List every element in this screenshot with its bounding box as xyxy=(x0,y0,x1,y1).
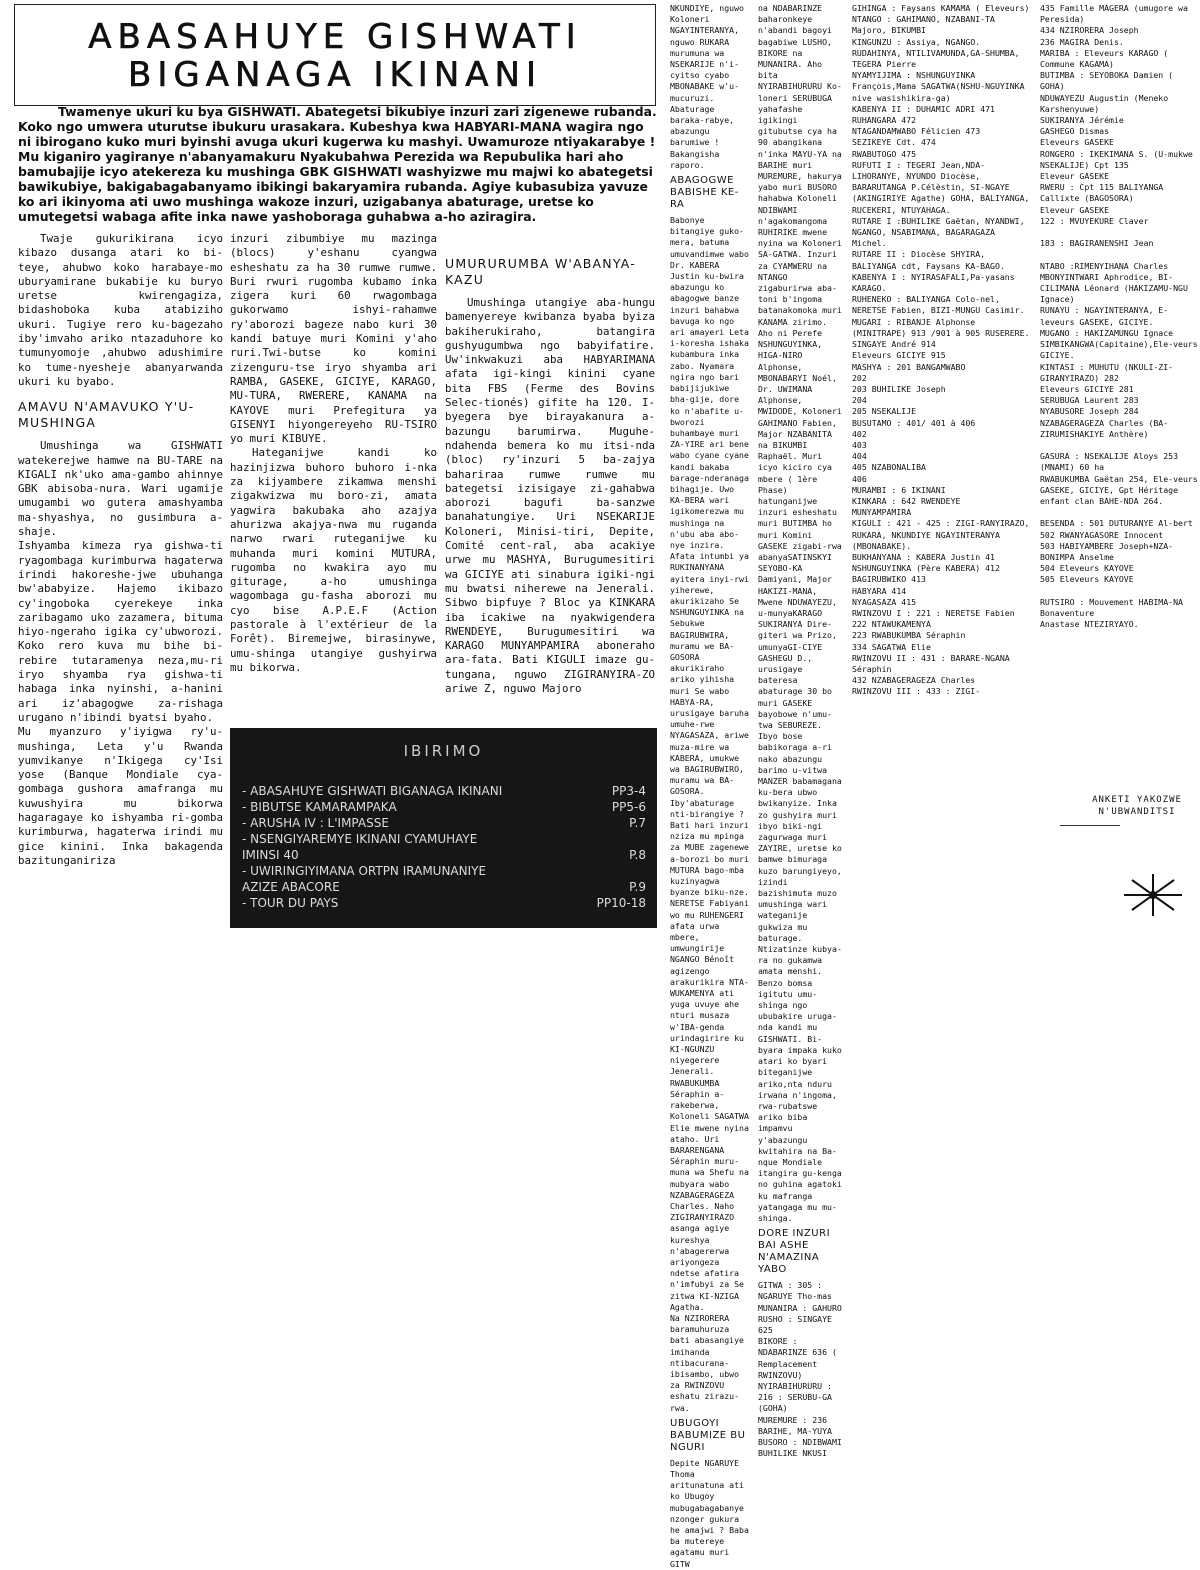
list-entry: Eleveurs GASEKE xyxy=(1040,137,1114,148)
list-entry: MASHYA : 201 BANGAMWABO xyxy=(852,361,966,372)
list-entry: 204 xyxy=(852,395,867,406)
list-entry: 222 NTAWUKAMENYA xyxy=(852,619,931,630)
paragraph: Ibyo bose babikoraga a-ri nako abazungu barimo u-vitwa MANZER babamagana ku-bera ubwo bwikanyize. Inka zo gushyira muri ibyo biki-ngi zagurwaga muri ZAYIRE, uretse ko bamwe bimuraga kuzo barungiyeyo, izindi bazishimuta muzo umushinga wari wateganije gukwiza mu baturage. Ntizatinze kubya-ra no gukamwa amata menshi. Benzo bomsa igitutu umu-shinga ngo ububakire uruga-nda kandi mu GISHWATI. Bi-byara impaka kuko atari ko byari biteganijwe ariko,nta nduru irwana n'ingoma, rwa-rubatswe ariko biba impamvu y'abazungu kwitahira na Ba-nque Mondiale itangira gu-kenga no guhina agatoki ku mafranga yatangaga mu mu-shinga. xyxy=(758,731,842,1223)
list-entry xyxy=(1040,507,1198,518)
list-entry: GIHINGA : Faysans KAMAMA ( Eleveurs) xyxy=(852,3,1030,13)
list-entry: RUHENEKO : BALIYANGA Colo-nel, NERETSE Fabien, BIZI-MUNGU Casimir. xyxy=(852,294,1025,316)
list-entry: KINKARA : 642 RWENDEYE xyxy=(852,495,961,506)
byline: ANKETI YAKOZWE N'UBWANDITSI xyxy=(1092,795,1182,817)
list-entry: RUTSIRO : Mouvement HABIMA-NA Bonaventure xyxy=(1040,596,1183,618)
list-entry: 435 Famille MAGERA (umugore wa Peresida) xyxy=(1040,3,1188,25)
list-entry: 502 RWANYAGASORE Innocent xyxy=(1040,529,1164,540)
list-entry: 122 : MVUYEKURE Claver xyxy=(1040,215,1149,226)
list-entry: MUGARI : RIBANJE Alphonse (MINITRAPE) 913 /901 à 905 RUSERERE. xyxy=(852,316,1030,338)
headline-line-1: ABASAHUYE GISHWATI xyxy=(88,17,582,57)
column-6-pasture-list xyxy=(852,3,1032,698)
list-entry: 504 Eleveurs KAYOVE xyxy=(1040,563,1134,574)
section-heading: ABAGOGWE BABISHE KE-RA xyxy=(670,175,739,211)
list-entry: BUKHANYANA : KABERA Justin 41 xyxy=(852,551,995,562)
list-entry: RUFUTI I : TEGERI Jean,NDA-LIHORANYE, NYUNDO Diocèse, BARARUTANGA P.Célèstin, SI-NGAYE (AKINGIRIYE Agathe) GOHA, BALIYANGA, RUCEKERI, NTUYAHAGA. xyxy=(852,159,1030,215)
list-entry: SERUBUGA Laurent 283 xyxy=(1040,395,1139,406)
list-entry: MUNYAMPAMIRA xyxy=(852,507,912,518)
list-entry: 223 RWABUKUMBA Séraphin xyxy=(852,630,966,641)
contents-item-label: - UWIRINGIYIMANA ORTPN IRAMUNANIYE xyxy=(242,864,487,878)
paragraph: Ishyamba kimeza rya gishwa-ti ryagombaga kurimburwa hagaterwa irindi hakoreshe-jwe ubuhanga bw'ababyize. Hajemo ikibazo cy'ingoboka cyerekeye inka zaribagamo uko zazamera, bituma hiyo-ngeraho igika cy'ubworozi. Koko rero kuva mu bihe bi-rebire tutaramenya neza,mu-ri iryo shyamba rya gishwa-ti habaga inka nyinshi, a-hanini ari iz'abagogwe za-rishaga urugano n'ibindi byatsi byaho. xyxy=(18,539,223,724)
list-entry: 404 xyxy=(852,451,867,462)
contents-item-pages: PP5-6 xyxy=(611,800,646,814)
list-entry: NZABAGERAGEZA Charles (BA-ZIRUMISHAKIYE Anthère) xyxy=(1040,417,1169,439)
paragraph: Hateganijwe kandi ko hazinjizwa buhoro buhoro i-nka za kijyambere zikamwa menshi zigakwizwa mu boro-zi, amata yagwira bakubaka aho azajya ahurizwa akajya-nwa mu ruganda narwo rwari ruteganijwe ku muhanda muri komini MUTURA, rugomba no kwakira ayo mu giturage, a-ho umushinga wagombaga gu-fasha aborozi mu cyo bise A.P.E.F (Action pastorale à l'extérieur de la Forêt). Biremejwe, birasinywe, umu-shinga utangiye gushyirwa mu bikorwa. xyxy=(230,446,437,674)
list-entry: SEZIKEYE Cdt. 474 xyxy=(852,137,936,148)
lead-paragraph: Twamenye ukuri ku bya GISHWATI. Abategetsi bikubiye inzuri zari zigenewe rubanda. Koko ngo umwera uturutse ibukuru urasakara. Kubeshya kwa HABYARI-MANA wagira ngo ni ibirogano kuko muri byinshi avuga ukuri kugerwa ku mashyi. Uwamuroze ntiyakarabye ! xyxy=(18,104,657,149)
list-entry: KIGULI : 421 - 425 : ZIGI-RANYIRAZO, RUKARA, NKUNDIYE NGAYINTERANYA (MBONABAKE). xyxy=(852,518,1030,551)
section-heading: DORE INZURI BAI ASHE N'AMAZINA YABO xyxy=(758,1228,831,1276)
list-entry: KABENYA I : NYIRASAFALI,Pa-yasans KARAGO. xyxy=(852,271,1015,294)
list-entry: 432 NZABAGERAGEZA Charles xyxy=(852,675,976,686)
list-entry: RWINZOVU II : 431 : BARARE-NGANA Séraphin xyxy=(852,652,1010,674)
list-entry: BUSORO : NDIBWAMI BUHILIKE NKUSI xyxy=(758,1436,842,1459)
list-entry: Eleveurs GICIYE 915 xyxy=(852,350,946,361)
paragraph: Babonye bitangiye guko-mera, batuma umuvandimwe wabo Dr. KABERA Justin ku-bwira abazungu ko abagogwe banze inzuri bahabwa bavuga ko ngo ari amayeri Leta i-koresha ishaka kubambura inka zabo. Nyamara ngira ngo bari babijijukiwe bha-gije, dore ko n'abafite u-bworozi buhambaye muri ZA-YIRE ari bene wabo cyane cyane kandi bakaba barage-nderanaga bihagije. Uwo KA-BERA wari igikomerezwa mu mushinga na n'ubu aba abo-nye inzira. Afata intumbi ya RUKINANYANA ayitera inyi-rwi yiherewe, akurikizaho Se NSHUNGUYINKA na Sebukwe BAGIRUBWIRA, muramu we BA-GOSORA akurikiraho ariko yihisha muri Se wabo HABYA-RA, urusigaye baruha umuhe-rwe NYAGASAZA, ariwe muza-mire wa KABERA, umukwe wa BAGIRUBWIRO, muramu wa BA-GOSORA. Iby'abaturage nti-birangiye ? xyxy=(670,215,749,819)
list-entry: RWABUTOGO 475 xyxy=(852,148,917,159)
list-entry: BESENDA : 501 DUTURANYE Al-bert xyxy=(1040,518,1193,529)
list-entry: NDUWAYEZU Augustin (Meneko Karshenyuwe) xyxy=(1040,92,1169,114)
list-entry: SUKIRANYA Jérémie xyxy=(1040,115,1124,126)
list-entry: KINTASI : MUHUTU (NKULI-ZI-GIRANYIRAZO) 282 xyxy=(1040,361,1174,383)
list-entry: RONGERO : IKEKIMANA S. (U-mukwe NSEKALIJE) Cpt 135 xyxy=(1040,148,1193,170)
contents-item-label: - ABASAHUYE GISHWATI BIGANAGA IKINANI xyxy=(242,784,503,798)
list-entry: GITWA : 305 : NGARUYE Tho-mas xyxy=(758,1280,832,1302)
pasture-list xyxy=(758,1280,846,1459)
list-entry: RWINZOVU I : 221 : NERETSE Fabien xyxy=(852,607,1015,618)
list-entry: 236 MAGIRA Denis. xyxy=(1040,36,1124,47)
list-entry: MURAMBI : 6 IKINANI xyxy=(852,484,946,495)
list-entry: MUREMURE : 236 BARIHE, MA-YUYA xyxy=(758,1414,832,1436)
list-entry: RUNAYU : NGAYINTERANYA, E-leveurs GASEKE, GICIYE. xyxy=(1040,305,1169,327)
paragraph: Umushinga wa GISHWATI watekerejwe hamwe na BU-TARE na KIGALI nk'uko ama-gambo ahinnye GBK abisoba-nura. Wari ugamije umugambi wo gutera amashyamba ma-shyashya, no gusimbura a-shaje. xyxy=(18,439,223,539)
list-entry: MUNANIRA : GAHURO xyxy=(758,1302,842,1313)
list-entry: KABENYA II : DUHAMIC ADRI 471 xyxy=(852,103,995,114)
list-entry: 183 : BAGIRANENSHI Jean xyxy=(1040,238,1154,249)
list-entry: 202 xyxy=(852,372,867,383)
list-entry: 203 BUHILIKE Joseph xyxy=(852,383,946,394)
contents-item-label: - NSENGIYAREMYE IKINANI CYAMUHAYE xyxy=(242,832,478,846)
list-entry: Eleveurs GICIYE 281 xyxy=(1040,383,1134,394)
list-entry: BAGIRUBWIKO 413 xyxy=(852,574,926,585)
paragraph: inzuri zibumbiye mu mazinga (blocs) y'eshanu cyangwa esheshatu za ha 30 rumwe rumwe. Buri rwuri rugomba kubamo inka zigera kuri 60 rwagombaga gukorwamo ishyi-rahamwe ry'aborozi bageze nabo kuri 30 kandi batuye muri Komini y'aho ruri.Twi-butse ko komini zizenguru-tse iryo shyamba ari RAMBA, GASEKE, GICIYE, KARAGO, MU-TURA, RWERERE, KANAMA na KAYOVE muri Prefegitura ya GISENYI hiyongereyeho RU-TSIRO yo muri KIBUYE. xyxy=(230,232,437,446)
list-entry xyxy=(1040,586,1198,597)
list-entry: RWABUKUMBA Gaëtan 254, Ele-veurs GASEKE, GICIYE, Gpt Héritage enfant clan BAHE-NDA 264. xyxy=(1040,473,1198,506)
paragraph: Depite NGARUYE Thoma aritunatuna ati ko Ubugoy mubugabagabanye nzonger gukura he amajwi ? Baba ba mutereye agatamu muri GITW xyxy=(670,1457,749,1569)
list-entry: BUTIMBA : SEYOBOKA Damien ( GOHA) xyxy=(1040,70,1174,92)
list-entry xyxy=(1040,249,1198,260)
column-2 xyxy=(230,232,437,675)
paragraph: Twaje gukurikirana icyo kibazo dusanga atari ko bi-teye, ahubwo koko harabaye-mo uburyamirane bukabije ku buryo uretse kwirengagiza, bidashoboka kuba atabiziho ukuri. Tugiye rero ku-bagezaho iby'imvaho ariko ntazaduhore ko tumunyomoje ,ahubwo adushimire ko tume-nyesheje abanyarwanda ukuri ku byabo. xyxy=(18,232,223,388)
divider xyxy=(1060,825,1120,826)
section-heading: UMURURUMBA W'ABANYA-KAZU xyxy=(445,256,636,287)
list-entry: Anastase NTEZIRYAYO. xyxy=(1040,619,1139,630)
list-entry: 503 HABIYAMBERE Joseph+NZA-BONIMPA Anselme xyxy=(1040,540,1174,562)
contents-item-pages: PP10-18 xyxy=(596,896,646,910)
contents-item-pages: P.8 xyxy=(629,848,646,862)
paragraph: na NDABARINZE baharonkeye n'abandi bagoyi bagabiwe LUSHO, BIKORE na MUNANIRA. Aho bita NYIRABIHURURU Ko-loneri SERUBUGA yahafashe igikingi gitubutse cya ha 90 abangikana n'inka MAYU-YA na BARIHE muri MUREMURE, hakurya yabo muri BUSORO hahabwa Koloneli NDIBWAMI n'agakomangoma RUHIRIKE mwene nyina wa Koloneri SA-GATWA. Inzuri za CYAMWERU na NTANGO zigaburirwa aba-toni b'ingoma batanakomoka muri KANAMA zirimo. Aho ni Perefe NSHUNGUYINKA, HIGA-NIRO Alphonse, MBONABARYI Noél, Dr. UWIMANA Alphonse, MWIDODE, Koloneri GAHIMANO Fabien, Major NZABANITA na BIKUMBI Raphaël. Muri icyo kiciro cya mbere ( 1ère Phase) hatunganijwe inzuri esheshatu muri BUTIMBA ho muri Komini GASEKE zigabi-rwa abanyaSATINSKYI SEYOBO-KA Damiyani, Major HAKIZI-MANA, Mwene NDUWAYEZU, u-munyaKARAGO SUKIRANYA Dire-giteri wa Prizo, umunyaGI-CIYE GASHEGU D., urusigaye bateresa abaturage 30 bo muri GASEKE bayobowe n'umu-twa SEBUREZE. xyxy=(758,3,842,730)
list-entry: 205 NSEKALIJE xyxy=(852,406,917,417)
column-5 xyxy=(758,3,846,1459)
list-entry: NTAGANDAMWABO Félicien 473 xyxy=(852,126,981,137)
list-entry: NTANGO : GAHIMANO, NZABANI-TA Majoro, BIKUMBI xyxy=(852,14,995,36)
column-3 xyxy=(445,232,655,696)
paragraph: Umushinga utangiye aba-hungu bamenyereye kwibanza byaba byiza bakiherukiraho, batangira gushyugumbwa ngo babyifatire. Uw'inkwakuzi aba HABYARIMANA afata igi-kingi kinini cyane bita FBS (Ferme des Bovins Selec-tionés) gifite ha 120. I-byegera bye birayakanura a-bazungu barumirwa. Muguhe-ndahenda bemera ko mu itsi-nda (bloc) ry'inzuri 5 ba-zajya bahariraa rumwe rumwe mu bategetsi izisigaye zi-gahabwa aborozi bagufi ba-sanzwe banahatungiye. Uri NSEKARIJE Koloneri, Minisi-tiri, Depite, Comité cent-ral, aba acakiye urwe mu MASHYA, Burugumesitiri wa GICIYE ati sinabura igiki-ngi mu bwatsi niherewe na Jenerali. Sibwo bipfuye ? Bloc ya KINKARA iba icakiwe na nyakwigendera RWENDEYE, Burugumesitiri wa KARAGO MUNYAMPAMIRA aboneraho ara-fata. Bati KIGULI imaze gu-tungana, nguwo ZIGIRANYIRA-ZO ariwe Z, nguwo Majoro xyxy=(445,296,655,696)
list-entry: RWERU : Cpt 115 BALIYANGA Callixte (BAGOSORA) xyxy=(1040,182,1164,204)
list-entry: RUTARE I :BUHILIKE Gaëtan, NYANDWI, NGANGO, NSABIMANA, BAGARAGAZA Michel. xyxy=(852,215,1025,249)
list-entry: NTABO :RIMENYIHANA Charles MBONYINTWARI Aphrodice, BI-CILIMANA Léonard (HAKIZAMU-NGU Ignace) xyxy=(1040,260,1188,305)
list-entry: 405 NZABONALIBA xyxy=(852,462,926,473)
list-entry: NYABUSORE Joseph 284 xyxy=(1040,406,1139,417)
list-entry: 406 xyxy=(852,473,867,484)
contents-item-label: - ARUSHA IV : L'IMPASSE xyxy=(242,816,389,830)
paragraph: Bati hari inzuri nziza mu mpinga za MUBE zagenewe a-borozi bo muri MUTURA bago-mba kuzinyagwa byanze biku-nze. NERETSE Fabiyani wo mu RUHENGERI afata urwa mbere, umwungirije NGANGO Bénoît agizengo arakurikira NTA-WUKAMENYA ati yuga uvuye ahe nturi musaza w'IBA-genda urindagirire ku KI-NGUNZU niyegerere Jenerali. RWABUKUMBA Séraphin a-rakeberwa, Koloneli SAGATWA Elie mwene nyina ataho. Uri BARARENGANA Séraphin muru-muna wa Shefu na mubyara wabo NZABAGERAGEZA Charles. Naho ZIGIRANYIRAZO asanga agiye kureshya n'abagererwa ariyongeza ndetse afatira n'imfubyi za Se zitwa KI-NZIGA Agatha. xyxy=(670,820,749,1312)
list-entry: 434 NZIRORERA Joseph xyxy=(1040,25,1139,36)
paragraph: Mu myanzuro y'iyigwa ry'u-mushinga, Leta y'u Rwanda yumvikanye n'Ikigega cy'Isi yose (Banque Mondiale cya-gombaga gushora amafranga mu kuwushyira mu bikorwa hagaragaye ko ishyamba ri-gomba kurimburwa, hagaterwa irindi mu gice kinini. Inka bakagenda bazitunganiriza xyxy=(18,725,223,867)
list-entry: NYIRABIHURURU : 216 : SERUBU-GA (GOHA) xyxy=(758,1380,832,1414)
list-entry: RUSHO : SINGAYE 625 xyxy=(758,1313,832,1335)
contents-item-label: IMINSI 40 xyxy=(242,848,299,862)
list-entry: Eleveur GASEKE xyxy=(1040,171,1110,182)
column-1 xyxy=(18,232,223,868)
column-4 xyxy=(670,3,752,1570)
list-entry: NYAGASAZA 415 xyxy=(852,596,917,607)
headline-line-2: BIGANAGA IKINANI xyxy=(128,55,542,95)
paragraph: Na NZIRORERA baramuhuruza bati abasangiye imihanda ntibacurana-ibisambo, ubwo za RWINZOVU eshatu zirazu-rwa. xyxy=(670,1312,744,1413)
paragraph: NKUNDIYE, nguwo Koloneri NGAYINTERANYA, nguwo RUKARA murumuna wa NSEKARIJE n'i-cyitso cyabo MBONABAKE w'u-mucuruzi. Abaturage baraka-rabye, abazungu barumiwe ! Bakangisha raporo. xyxy=(670,3,744,170)
article-lead xyxy=(18,104,658,224)
contents-item-pages: P.7 xyxy=(629,816,646,830)
list-entry: GASHEGO Dismas xyxy=(1040,126,1110,137)
list-entry xyxy=(1040,440,1198,451)
list-entry: NSHUNGUYINKA (Père KABERA) 412 xyxy=(852,563,1000,574)
column-7-pasture-list xyxy=(1040,3,1198,630)
contents-item-label: - BIBUTSE KAMARAMPAKA xyxy=(242,800,397,814)
headline-box xyxy=(14,4,656,106)
list-entry: NYAMYIJIMA : NSHUNGUYINKA François,Mama SAGATWA(NSHU-NGUYINKA nive wasishikira-ga) xyxy=(852,70,1025,103)
list-entry: HABYARA 414 xyxy=(852,585,907,596)
section-heading: AMAVU N'AMAVUKO Y'U-MUSHINGA xyxy=(18,399,195,431)
list-entry: 403 xyxy=(852,439,867,450)
list-entry: GASURA : NSEKALIJE Aloys 253 (MNAMI) 60 ha xyxy=(1040,451,1179,473)
list-entry: RWINZOVU III : 433 : ZIGI- xyxy=(852,686,981,697)
list-entry: MUGANO : HAKIZAMUNGU Ignace SIMBIKANGWA(Capitaine),Ele-veurs GICIYE. xyxy=(1040,327,1198,361)
list-entry xyxy=(1040,227,1198,238)
list-entry: 505 Eleveurs KAYOVE xyxy=(1040,574,1134,585)
list-entry: KINGUNZU : Assiya, NGANGO. RUDAHINYA, NTILIVAMUNDA,GA-SHUMBA, TEGERA Pierre xyxy=(852,36,1020,70)
list-entry: Eleveur GASEKE xyxy=(1040,204,1110,215)
contents-item-label: - TOUR DU PAYS xyxy=(242,896,339,910)
ornament-star-icon xyxy=(1118,870,1188,920)
list-entry: 402 xyxy=(852,428,867,439)
lead-paragraph: Mu kiganiro yagiranye n'abanyamakuru Nyakubahwa Perezida wa Repubulika hari aho bamubajije icyo atekereza ku mushinga GBK GISHWATI washyizwe mu majwi ko abategetsi bawikubiye, bakigabagabanyamo ibikingi bakaryamira rubanda. Agiye kubasubiza yavuze ko ari ikinyoma ati uwo mushinga wakoze inzuri, uzigabanya abaturage, uretse ko umutegetsi wabaga afite inka nawe yashoboraga guhabwa a-ho aziragira. xyxy=(18,149,653,224)
contents-item-pages: P.9 xyxy=(629,880,646,894)
list-entry: 334 SAGATWA Elie xyxy=(852,641,931,652)
list-entry: RUTARE II : Diocèse SHYIRA, BALIYANGA cdt, Faysans KA-BAGO. xyxy=(852,249,1005,271)
contents-item-pages: PP3-4 xyxy=(611,784,646,798)
list-entry: BUSUTAMO : 401/ 401 à 406 xyxy=(852,417,976,428)
contents-title: IBIRIMO xyxy=(403,742,484,760)
contents-item-label: AZIZE ABACORE xyxy=(242,880,340,894)
list-entry: SINGAYE André 914 xyxy=(852,339,936,350)
list-entry: BIKORE : NDABARINZE 636 ( Remplacement RWINZOVU) xyxy=(758,1336,837,1380)
section-heading: UBUGOYI BABUMIZE BU NGURI xyxy=(670,1417,746,1453)
list-entry: RUHANGARA 472 xyxy=(852,115,917,126)
contents-box xyxy=(230,728,657,928)
list-entry: MARIBA : Eleveurs KARAGO ( Commune KAGAMA) xyxy=(1040,47,1169,70)
